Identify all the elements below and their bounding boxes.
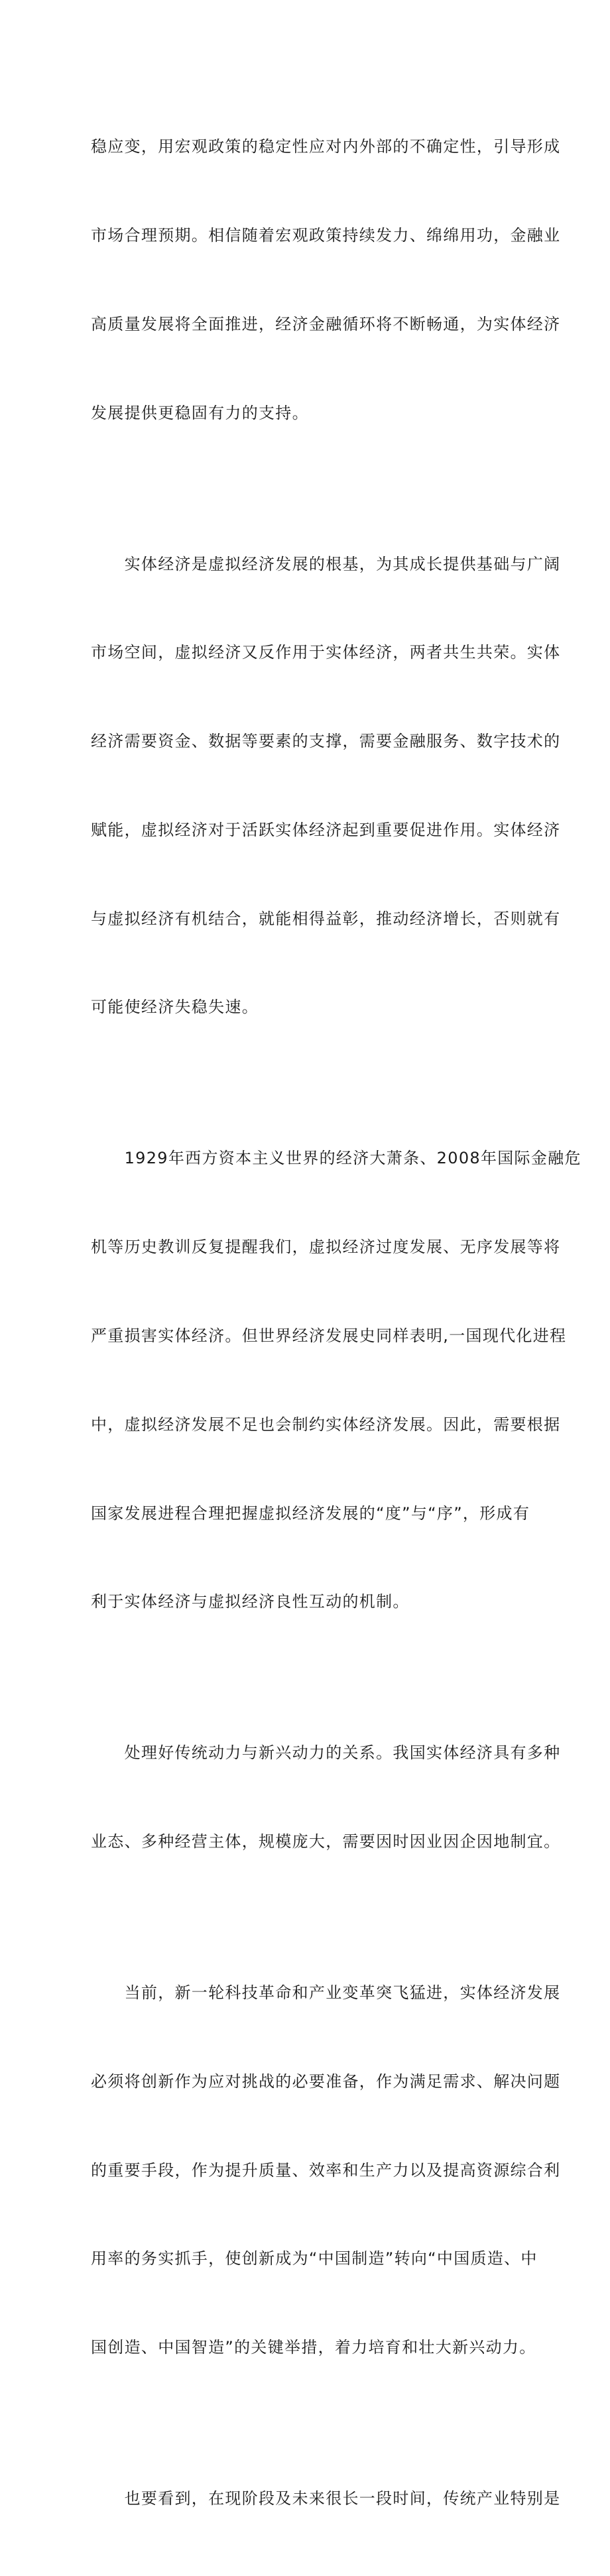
- text-line: 国创造、中国智造”的关键举措，着力培育和壮大新兴动力。: [91, 2338, 536, 2357]
- text-line: 与虚拟经济有机结合，就能相得益彰，推动经济增长，否则就有: [91, 909, 561, 928]
- paragraph-3: [91, 1084, 581, 1676]
- paragraph-4: [91, 1679, 561, 1916]
- text-line: 的重要手段，作为提升质量、效率和生产力以及提高资源综合利: [91, 2160, 561, 2180]
- text-line: 国家发展进程合理把握虚拟经济发展的“度”与“序”，形成有: [91, 1503, 530, 1523]
- text-line: 处理好传统动力与新兴动力的关系。我国实体经济具有多种: [91, 1743, 561, 1763]
- text-line: 严重损害实体经济。但世界经济发展史同样表明,一国现代化进程: [91, 1326, 567, 1345]
- text-line: 赋能，虚拟经济对于活跃实体经济起到重要促进作用。实体经济: [91, 820, 561, 839]
- text-line: 当前，新一轮科技革命和产业变革突飞猛进，实体经济发展: [91, 1983, 561, 2002]
- text-line: 利于实体经济与虚拟经济良性互动的机制。: [91, 1592, 410, 1611]
- text-line: 经济需要资金、数据等要素的支撑，需要金融服务、数字技术的: [91, 732, 561, 751]
- text-line: 市场合理预期。相信随着宏观政策持续发力、绵绵用功，金融业: [91, 225, 561, 245]
- text-line: 机等历史教训反复提醒我们，虚拟经济过度发展、无序发展等将: [91, 1238, 561, 1257]
- text-line: 市场空间，虚拟经济又反作用于实体经济，两者共生共荣。实体: [91, 643, 561, 662]
- text-line: 中，虚拟经济发展不足也会制约实体经济发展。因此，需要根据: [91, 1415, 561, 1434]
- document-body: [91, 73, 581, 2576]
- paragraph-6: [91, 2425, 561, 2573]
- text-line: 用率的务实抓手，使创新成为“中国制造”转向“中国质造、中: [91, 2249, 538, 2268]
- text-line: 稳应变，用宏观政策的稳定性应对内外部的不确定性，引导形成: [91, 137, 561, 156]
- text-line: 实体经济是虚拟经济发展的根基，为其成长提供基础与广阔: [91, 554, 561, 573]
- text-line: 业态、多种经营主体，规模庞大，需要因时因业因企因地制宜。: [91, 1832, 561, 1851]
- text-line: 发展提供更稳固有力的支持。: [91, 403, 309, 422]
- text-line: 也要看到，在现阶段及未来很长一段时间，传统产业特别是: [91, 2489, 561, 2508]
- text-line: 必须将创新作为应对挑战的必要准备，作为满足需求、解决问题: [91, 2072, 561, 2091]
- text-line: 高质量发展将全面推进，经济金融循环将不断畅通，为实体经济: [91, 314, 561, 333]
- paragraph-5: [91, 1919, 561, 2422]
- text-line: 可能使经济失稳失速。: [91, 998, 259, 1017]
- paragraph-2: [91, 490, 561, 1081]
- text-line: 1929年西方资本主义世界的经济大萧条、2008年国际金融危: [91, 1149, 581, 1168]
- paragraph-1: [91, 73, 561, 487]
